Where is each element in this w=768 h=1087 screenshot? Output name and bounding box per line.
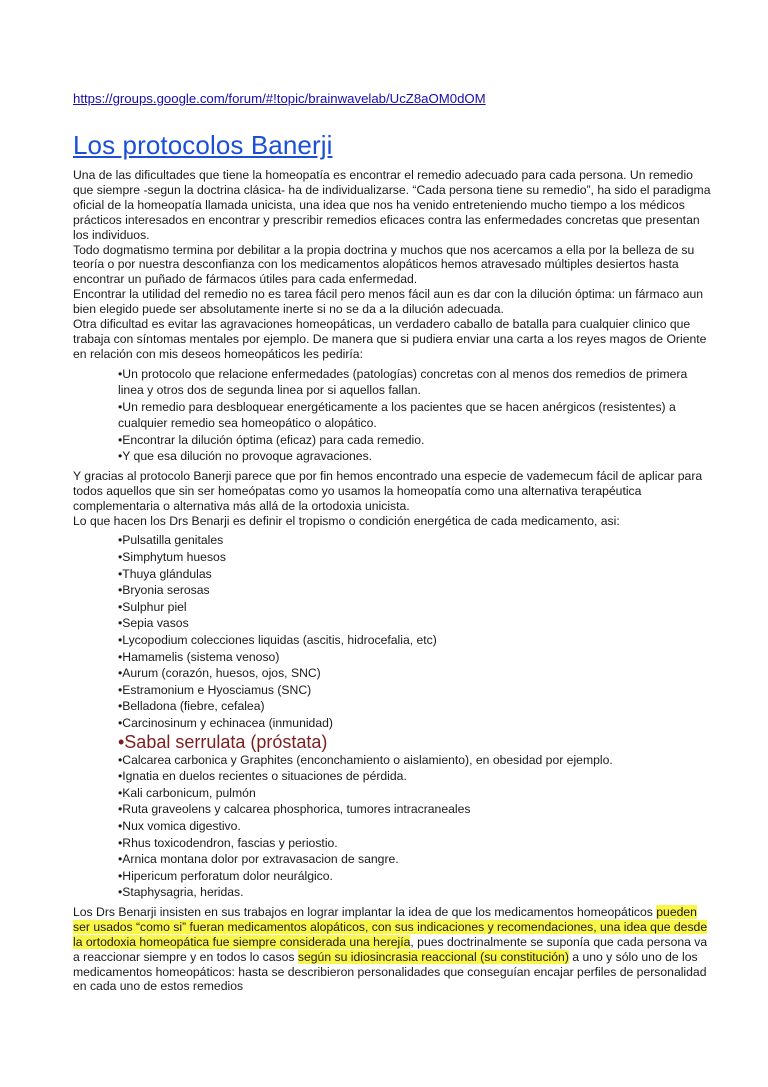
text-run: , pues doctrinalmente se suponía que cada persona va a reaccionar siempre y en todos lo casos xyxy=(73,934,708,964)
list-item: •Hamamelis (sistema venoso) xyxy=(118,649,280,664)
list-item: •Belladona (fiebre, cefalea) xyxy=(118,699,265,714)
source-link[interactable]: https://groups.google.com/forum/#!topic/brainwavelab/UcZ8aOM0dOM xyxy=(73,91,486,106)
list-item: •Ignatia en duelos recientes o situaciones de pérdida. xyxy=(118,769,407,784)
list-item: •Sulphur piel xyxy=(118,599,187,614)
paragraph-5: Y gracias al protocolo Banerji parece que por fin hemos encontrado una especie de vademecum fácil de aplicar para todos aquellos que sin ser homeópatas como yo usamos la homeopatía como una alternativa terapéutica complementaria o alternativa más allá de la ortodoxia unicista. xyxy=(73,468,703,513)
list-item: •Hipericum perforatum dolor neurálgico. xyxy=(118,868,333,883)
highlighted-text: según su idiosincrasia reaccional (su constitución) xyxy=(297,949,569,964)
wishes-list xyxy=(73,366,713,465)
document-title: Los protocolos Banerji xyxy=(73,130,333,160)
list-item: •Sepia vasos xyxy=(118,616,189,631)
list-item: •Aurum (corazón, huesos, ojos, SNC) xyxy=(118,666,321,681)
remedies-list xyxy=(73,532,713,900)
paragraph-4: Otra dificultad es evitar las agravaciones homeopáticas, un verdadero caballo de batalla para cualquier clinico que trabaja con síntomas mentales por ejemplo. De manera que si pudiera enviar una carta a los reyes magos de Oriente en relación con mis deseos homeopáticos les pediría: xyxy=(73,317,707,361)
list-item: •Y que esa dilución no provoque agravaciones. xyxy=(118,449,373,464)
list-item: •Arnica montana dolor por extravasacion de sangre. xyxy=(118,852,399,867)
text-run: a uno y sólo uno de los medicamentos homeopáticos: hasta se describieron personalidades que conseguían encajar perfiles de personalidad en cada uno de estos remedios xyxy=(73,949,707,994)
list-item: •Lycopodium colecciones liquidas (ascitis, hidrocefalia, etc) xyxy=(118,632,437,647)
paragraph-1: Una de las dificultades que tiene la homeopatía es encontrar el remedio adecuado para cada persona. Un remedio que siempre -segun la doctrina clásica- ha de individualizarse. “Cada persona tiene su remedio”, ha sido el paradigma oficial de la homeopatía llamada unicista, una idea que nos ha venido entreteniendo mucho tiempo a los médicos prácticos interesados en encontrar y prescribir remedios eficaces contra las enfermedades concretas que presentan los individuos. xyxy=(73,168,711,242)
list-item: •Un protocolo que relacione enfermedades (patologías) concretas con al menos dos remedios de primera linea y otros dos de segunda linea por si aquellos fallan. xyxy=(118,366,688,398)
list-item: •Ruta graveolens y calcarea phosphorica, tumores intracraneales xyxy=(118,802,471,817)
text-run: Los Drs Benarji insisten en sus trabajos en lograr implantar la idea de que los medicamentos homeopáticos xyxy=(73,904,657,919)
list-item: •Carcinosinum y echinacea (inmunidad) xyxy=(118,715,333,730)
list-item: •Estramonium e Hyosciamus (SNC) xyxy=(118,682,312,697)
paragraph-7 xyxy=(73,905,713,994)
list-item: •Nux vomica digestivo. xyxy=(118,818,241,833)
list-item: •Bryonia serosas xyxy=(118,583,210,598)
list-item: •Un remedio para desbloquear energéticamente a los pacientes que se hacen anérgicos (resistentes) a cualquier remedio sea homeopático o alopático. xyxy=(118,399,676,431)
paragraph-2: Todo dogmatismo termina por debilitar a la propia doctrina y muchos que nos acercamos a ella por la belleza de su teoría o por nuestra desconfianza con los medicamentos alopáticos hemos atravesado múltiples desiertos hasta encontrar un puñado de fármacos útiles para cada enfermedad. xyxy=(73,242,695,287)
list-item-emphasis: •Sabal serrulata (próstata) xyxy=(118,731,328,752)
list-item: •Kali carbonicum, pulmón xyxy=(118,785,256,800)
list-item: •Calcarea carbonica y Graphites (enconchamiento o aislamiento), en obesidad por ejemplo. xyxy=(118,752,613,767)
paragraph-6: Lo que hacen los Drs Benarji es definir el tropismo o condición energética de cada medicamento, asi: xyxy=(73,513,620,528)
list-item: •Thuya glándulas xyxy=(118,566,212,581)
list-item: •Simphytum huesos xyxy=(118,550,226,564)
document-body xyxy=(73,168,713,994)
list-item: •Encontrar la dilución óptima (eficaz) para cada remedio. xyxy=(118,432,425,447)
list-item: •Rhus toxicodendron, fascias y periostio. xyxy=(118,835,338,850)
list-item: •Staphysagria, heridas. xyxy=(118,885,244,900)
highlighted-text: pueden ser usados “como si” fueran medicamentos alopáticos, con sus indicaciones y recomendaciones, una idea que desde la ortodoxia homeopática fue siempre considerada una herejía xyxy=(73,904,708,949)
list-item: •Pulsatilla genitales xyxy=(118,533,224,548)
paragraph-3: Encontrar la utilidad del remedio no es tarea fácil pero menos fácil aun es dar con la dilución óptima: un fármaco aun bien elegido puede ser absolutamente inerte si no se da a la dilución adecuada. xyxy=(73,287,704,317)
